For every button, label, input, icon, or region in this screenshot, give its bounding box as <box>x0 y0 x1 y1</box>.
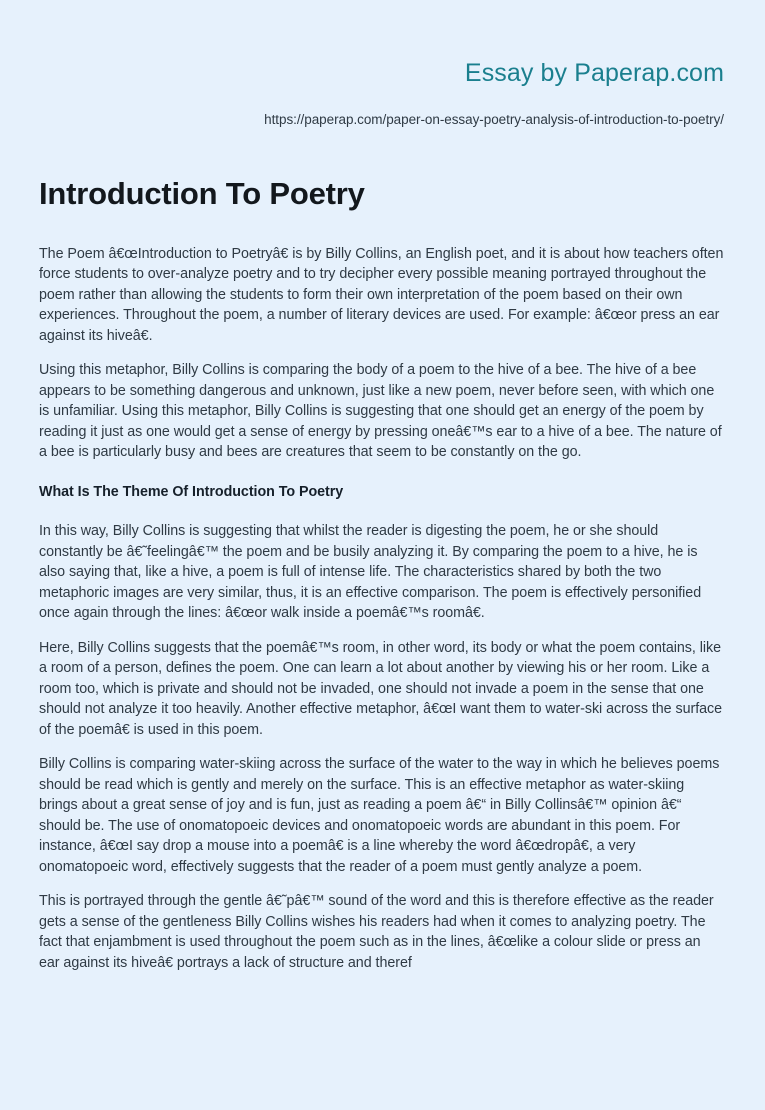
paragraph: This is portrayed through the gentle â€˜pâ€™ sound of the word and this is therefore effective as the reader gets a sense of the gentleness Billy Collins wishes his readers had when it comes to analyzing poetry. The fact that enjambment is used throughout the poem such as in the lines, â€œlike a colour slide or press an ear against its hiveâ€ portrays a lack of structure and theref <box>39 893 714 971</box>
source-url-bar <box>0 111 765 129</box>
paragraph: Billy Collins is comparing water-skiing across the surface of the water to the way in which he believes poems should be read which is gently and merely on the surface. This is an effective metaphor as water-skiing brings about a great sense of joy and is fun, just as reading a poem â€“ in Billy Collinsâ€™ opinion â€“ should be. The use of onomatopoeic devices and onomatopoeic words are abundant in this poem. For instance, â€œI say drop a mouse into a poemâ€ is a line whereby the word â€œdropâ€, a very onomatopoeic word, effectively suggests that the reader of a poem must gently analyze a poem. <box>39 756 720 875</box>
paragraph: The Poem â€œIntroduction to Poetryâ€ is by Billy Collins, an English poet, and it is about how teachers often force students to over-analyze poetry and to try decipher every possible meaning portrayed throughout the poem rather than allowing the students to form their own interpretation of the poem based on their own experiences. Throughout the poem, a number of literary devices are used. For example: â€œor press an ear against its hiveâ€. <box>39 245 724 344</box>
paragraph: Here, Billy Collins suggests that the poemâ€™s room, in other word, its body or what the poem contains, like a room of a person, defines the poem. One can learn a lot about another by viewing his or her room. Like a room too, which is private and should not be invaded, one should not invade a poem in the sense that one should not analyze it too heavily. Another effective metaphor, â€œI want them to water-ski across the surface of the poemâ€ is used in this poem. <box>39 639 723 738</box>
brand-header <box>0 0 765 88</box>
paragraph: Using this metaphor, Billy Collins is comparing the body of a poem to the hive of a bee. The hive of a bee appears to be something dangerous and unknown, just like a new poem, never before seen, with which one is unfamiliar. Using this metaphor, Billy Collins is suggesting that one should get an energy of the poem by reading it just as one would get a sense of energy by pressing oneâ€™s ear to a hive of a bee. The nature of a bee is particularly busy and bees are creatures that seem to be constantly on the go. <box>39 362 722 461</box>
paragraph: In this way, Billy Collins is suggesting that whilst the reader is digesting the poem, he or she should constantly be â€˜feelingâ€™ the poem and be busily analyzing it. By comparing the poem to a hive, he is also saying that, like a hive, a poem is full of intense life. The characteristics shared by both the two metaphoric images are very similar, thus, it is an effective comparison. The poem is effectively personified once again through the lines: â€œor walk inside a poemâ€™s roomâ€. <box>39 523 702 622</box>
page-title: Introduction To Poetry <box>39 176 365 211</box>
brand-title: Essay by Paperap.com <box>464 59 724 87</box>
section-subheading: What Is The Theme Of Introduction To Poetry <box>39 483 344 500</box>
essay-content <box>0 175 765 973</box>
source-url[interactable]: https://paperap.com/paper-on-essay-poetry-analysis-of-introduction-to-poetry/ <box>264 112 724 127</box>
